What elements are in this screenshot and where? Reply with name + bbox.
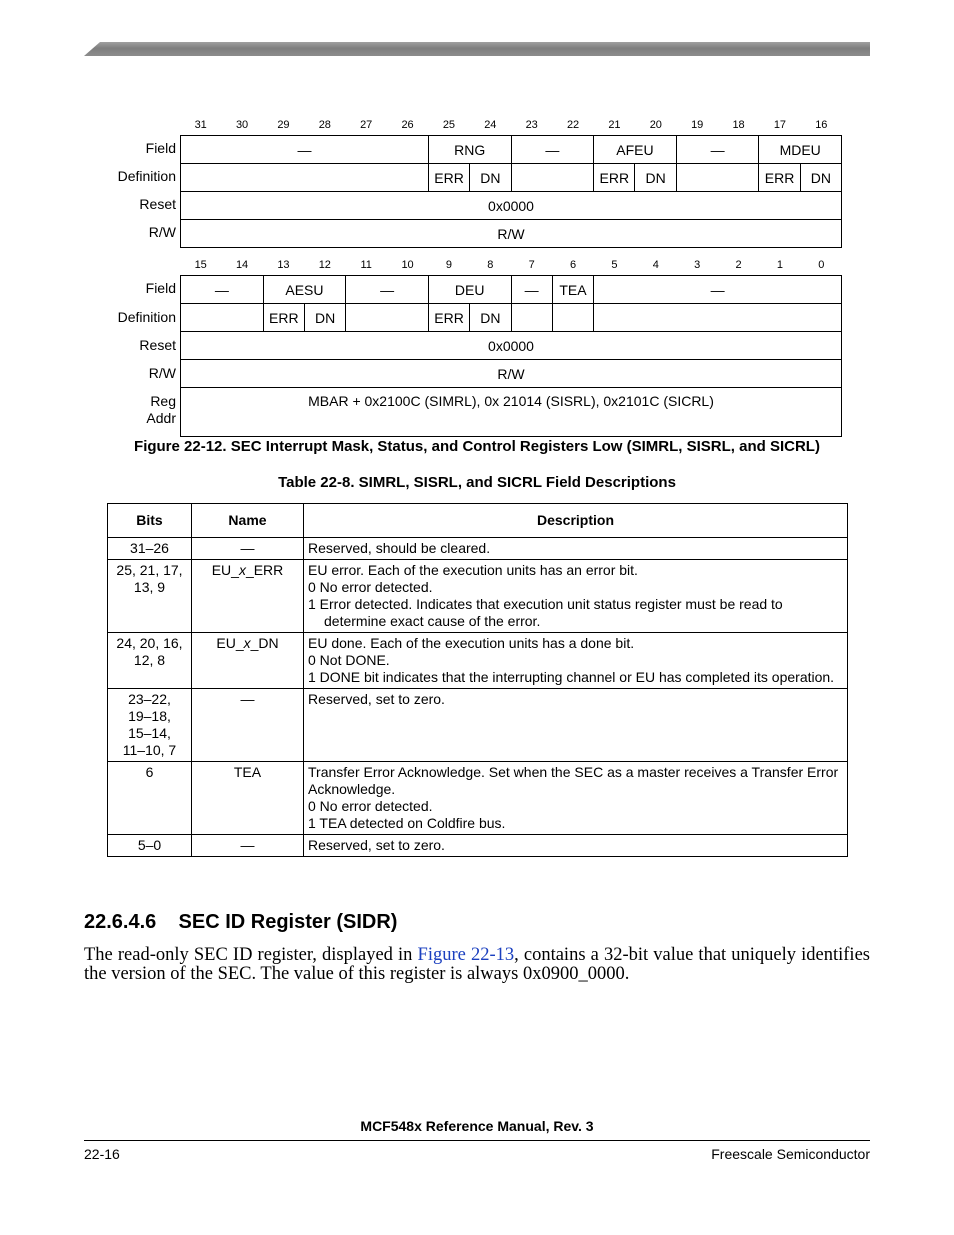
bit-number: 31 bbox=[194, 119, 207, 131]
description-line: 1 DONE bit indicates that the interrupting channel or EU has completed its operation. bbox=[308, 669, 835, 685]
description-line: 1 Error detected. Indicates that execution unit status register must be read to determine exact cause of the error. bbox=[308, 596, 783, 629]
bits-line: 11–10, 7 bbox=[122, 742, 177, 758]
bits-cell bbox=[108, 689, 192, 762]
description-line: 0 No error detected. bbox=[308, 579, 433, 595]
name-text: TEA bbox=[233, 764, 262, 780]
description-cell bbox=[304, 835, 848, 857]
label-field: Field bbox=[145, 140, 176, 156]
field-cell: — bbox=[181, 136, 429, 164]
definition-cell bbox=[346, 304, 429, 332]
header-bits: Bits bbox=[108, 504, 192, 538]
bit-number: 21 bbox=[608, 119, 621, 131]
bit-number: 25 bbox=[442, 119, 456, 131]
name-text: — bbox=[240, 691, 255, 707]
description-cell bbox=[304, 633, 848, 689]
bits-line: 15–14, bbox=[128, 725, 171, 741]
bits-cell bbox=[108, 538, 192, 560]
field-cell: — bbox=[676, 136, 759, 164]
bits-line: 5–0 bbox=[137, 837, 162, 853]
body-text-start: The read-only SEC ID register, displayed in bbox=[84, 945, 418, 965]
definition-cell bbox=[552, 304, 593, 332]
name-suffix: _ERR bbox=[245, 562, 284, 578]
body-text-end: , contains a 32-bit value that uniquely identifies the version of the SEC. The value of this register is always 0x0900_0000. bbox=[84, 945, 870, 984]
name-cell bbox=[192, 762, 304, 835]
field-row bbox=[181, 136, 842, 164]
label-definition: Definition bbox=[117, 309, 176, 325]
definition-cell: DN bbox=[470, 304, 511, 332]
description-cell bbox=[304, 538, 848, 560]
definition-cell bbox=[676, 164, 759, 192]
field-description-table bbox=[107, 503, 848, 857]
definition-row bbox=[181, 304, 842, 332]
bit-number: 0 bbox=[818, 259, 825, 271]
label-definition: Definition bbox=[117, 168, 176, 184]
bit-number: 2 bbox=[735, 259, 742, 271]
figure-link[interactable]: Figure 22-13 bbox=[417, 945, 515, 965]
definition-cell: DN bbox=[304, 304, 345, 332]
label-rw: R/W bbox=[148, 365, 176, 381]
bit-number: 18 bbox=[732, 119, 745, 131]
definition-cell bbox=[511, 164, 594, 192]
bit-number: 3 bbox=[694, 259, 701, 271]
bit-number: 9 bbox=[445, 259, 452, 271]
bit-number: 27 bbox=[360, 119, 373, 131]
table-row bbox=[108, 689, 848, 762]
name-text: — bbox=[240, 540, 255, 556]
table-row bbox=[108, 538, 848, 560]
description-line: Reserved, set to zero. bbox=[308, 691, 445, 707]
bit-number: 7 bbox=[528, 259, 535, 271]
table-row bbox=[108, 560, 848, 633]
name-variable: x bbox=[243, 635, 251, 651]
label-addr: Addr bbox=[146, 410, 176, 426]
bit-number: 4 bbox=[652, 259, 659, 271]
bit-number: 1 bbox=[776, 259, 783, 271]
bits-line: 31–26 bbox=[130, 540, 169, 556]
field-cell: — bbox=[181, 276, 264, 304]
field-cell: AFEU bbox=[594, 136, 677, 164]
definition-cell: ERR bbox=[428, 164, 469, 192]
name-text: — bbox=[240, 837, 255, 853]
field-cell: RNG bbox=[428, 136, 511, 164]
bits-cell bbox=[108, 633, 192, 689]
field-row bbox=[181, 276, 842, 304]
table-row bbox=[108, 633, 848, 689]
bit-number: 6 bbox=[570, 259, 577, 271]
table-row bbox=[108, 835, 848, 857]
name-cell bbox=[192, 689, 304, 762]
register-table-lower bbox=[180, 275, 842, 437]
definition-cell: ERR bbox=[263, 304, 304, 332]
field-cell: — bbox=[594, 276, 842, 304]
name-cell bbox=[192, 538, 304, 560]
bit-number: 10 bbox=[401, 259, 414, 271]
label-reset: Reset bbox=[139, 196, 176, 212]
company-name: Freescale Semiconductor bbox=[711, 1146, 870, 1162]
description-line: EU error. Each of the execution units has an error bit. bbox=[308, 562, 638, 578]
label-field: Field bbox=[145, 280, 176, 296]
bit-number: 30 bbox=[235, 119, 249, 131]
bit-number: 23 bbox=[525, 119, 538, 131]
body-paragraph bbox=[84, 946, 870, 984]
bit-number: 14 bbox=[235, 259, 249, 271]
bit-number: 24 bbox=[484, 119, 497, 131]
bit-numbers-lower bbox=[180, 259, 842, 273]
name-text: EU_ bbox=[216, 635, 244, 651]
table-row bbox=[108, 762, 848, 835]
bit-number: 22 bbox=[566, 119, 580, 131]
label-reg: Reg bbox=[150, 393, 176, 409]
description-cell bbox=[304, 560, 848, 633]
name-suffix: _DN bbox=[250, 635, 279, 651]
name-cell bbox=[192, 633, 304, 689]
field-cell: MDEU bbox=[759, 136, 842, 164]
name-variable: x bbox=[238, 562, 246, 578]
table-caption: Table 22-8. SIMRL, SISRL, and SICRL Field Descriptions bbox=[278, 474, 676, 491]
bit-number: 5 bbox=[611, 259, 618, 271]
description-cell bbox=[304, 762, 848, 835]
figure-caption: Figure 22-12. SEC Interrupt Mask, Status, and Control Registers Low (SIMRL, SISRL, and SICRL) bbox=[134, 438, 820, 455]
bit-number: 28 bbox=[318, 119, 331, 131]
bit-number: 11 bbox=[360, 259, 372, 271]
field-cell: — bbox=[511, 276, 552, 304]
reset-value: 0x0000 bbox=[181, 332, 842, 360]
description-line: 1 TEA detected on Coldfire bus. bbox=[308, 815, 506, 831]
bits-line: 23–22, bbox=[128, 691, 171, 707]
header-bar bbox=[84, 42, 870, 56]
description-line: Reserved, should be cleared. bbox=[308, 540, 491, 556]
definition-cell: DN bbox=[800, 164, 841, 192]
field-cell: — bbox=[511, 136, 594, 164]
definition-cell bbox=[181, 304, 264, 332]
rw-value: R/W bbox=[181, 360, 842, 388]
bits-line: 24, 20, 16, bbox=[116, 635, 183, 651]
bits-line: 25, 21, 17, bbox=[116, 562, 183, 578]
register-table-upper bbox=[180, 135, 842, 248]
name-cell bbox=[192, 835, 304, 857]
description-line: Reserved, set to zero. bbox=[308, 837, 445, 853]
description-line: 0 No error detected. bbox=[308, 798, 433, 814]
description-cell bbox=[304, 689, 848, 762]
field-cell: — bbox=[346, 276, 429, 304]
definition-cell: ERR bbox=[759, 164, 800, 192]
bits-cell bbox=[108, 835, 192, 857]
header-description: Description bbox=[304, 504, 848, 538]
bit-number: 15 bbox=[194, 259, 207, 271]
definition-cell bbox=[181, 164, 429, 192]
bits-cell bbox=[108, 762, 192, 835]
definition-cell bbox=[594, 304, 842, 332]
field-cell: DEU bbox=[428, 276, 511, 304]
definition-cell: ERR bbox=[594, 164, 635, 192]
field-cell: TEA bbox=[552, 276, 593, 304]
definition-cell bbox=[511, 304, 552, 332]
reset-value: 0x0000 bbox=[181, 192, 842, 220]
page-number: 22-16 bbox=[84, 1146, 120, 1162]
bit-numbers-upper bbox=[180, 119, 842, 133]
footer-title: MCF548x Reference Manual, Rev. 3 bbox=[360, 1118, 594, 1134]
header-name: Name bbox=[192, 504, 304, 538]
description-line: 0 Not DONE. bbox=[308, 652, 390, 668]
rw-value: R/W bbox=[181, 220, 842, 248]
name-cell bbox=[192, 560, 304, 633]
bit-number: 29 bbox=[277, 119, 290, 131]
definition-cell: ERR bbox=[428, 304, 469, 332]
bit-number: 19 bbox=[691, 119, 704, 131]
bit-number: 8 bbox=[487, 259, 494, 271]
bit-number: 17 bbox=[773, 119, 787, 131]
bits-line: 13, 9 bbox=[133, 579, 166, 595]
bit-number: 20 bbox=[649, 119, 662, 131]
description-line: Transfer Error Acknowledge. Set when the SEC as a master receives a Transfer Error Acknowledge. bbox=[308, 764, 839, 797]
bit-number: 26 bbox=[401, 119, 414, 131]
section-heading: 22.6.4.6 SEC ID Register (SIDR) bbox=[84, 911, 398, 933]
bits-line: 6 bbox=[145, 764, 154, 780]
footer-divider bbox=[84, 1140, 870, 1141]
bit-number: 16 bbox=[815, 119, 828, 131]
name-text: EU_ bbox=[211, 562, 239, 578]
label-rw: R/W bbox=[148, 224, 176, 240]
bits-line: 19–18, bbox=[128, 708, 171, 724]
description-line: EU done. Each of the execution units has a done bit. bbox=[308, 635, 635, 651]
bit-number: 13 bbox=[277, 259, 290, 271]
reg-addr-value: MBAR + 0x2100C (SIMRL), 0x 21014 (SISRL), 0x2101C (SICRL) bbox=[181, 388, 842, 437]
label-reset: Reset bbox=[139, 337, 176, 353]
definition-cell: DN bbox=[470, 164, 511, 192]
bit-number: 12 bbox=[318, 259, 331, 271]
bits-cell bbox=[108, 560, 192, 633]
definition-row bbox=[181, 164, 842, 192]
definition-cell: DN bbox=[635, 164, 676, 192]
bits-line: 12, 8 bbox=[133, 652, 166, 668]
field-cell: AESU bbox=[263, 276, 346, 304]
